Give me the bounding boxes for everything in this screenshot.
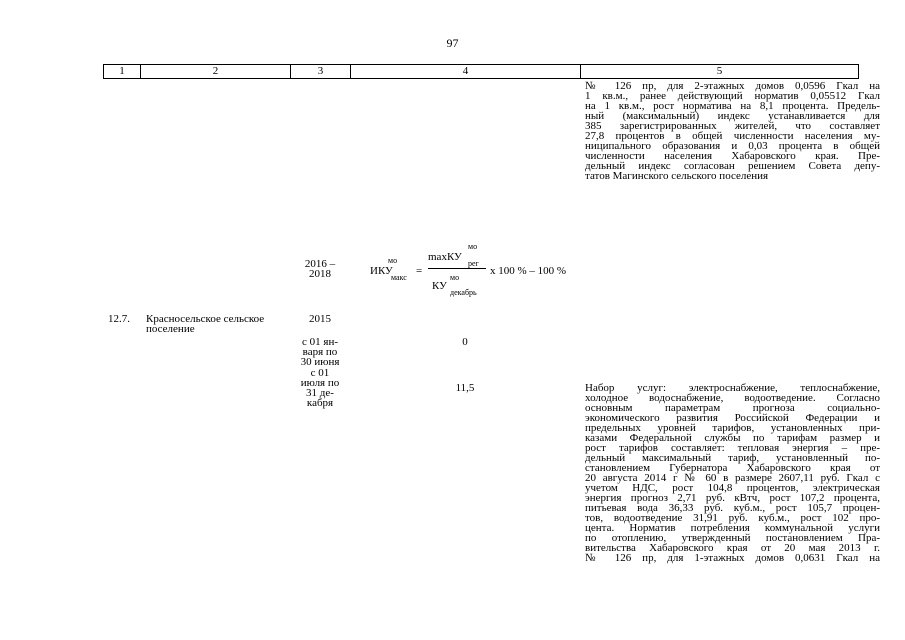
text-line: вительства Хабаровского края от 20 мая 2013 г. [585, 542, 880, 554]
lhs-subscript: макс [391, 273, 407, 282]
row-description [585, 383, 880, 563]
text-line: 27,8 процентов в общей численности населения му- [585, 130, 880, 142]
period-second-half [290, 368, 350, 408]
tariff-formula [360, 240, 580, 320]
prev-row-description [585, 81, 880, 181]
lhs-superscript: мо [388, 256, 398, 265]
text-line: питьевая вода 36,33 руб. куб.м., рост 105,7 процен- [585, 502, 880, 514]
text-line: № 126 пр, для 1-этажных домов 0,0631 Гкал на [585, 552, 880, 564]
period-line: варя по [302, 346, 338, 358]
denominator-subscript: декабрь [450, 288, 477, 297]
page-number: 97 [446, 36, 459, 50]
text-line: № 126 пр, для 2-этажных домов 0,0596 Гкал на [585, 80, 880, 92]
period-line: кабря [306, 397, 334, 409]
period-line: с 01 [310, 367, 330, 379]
period-first-half [290, 337, 350, 367]
index-value-first-half: 0 [462, 336, 468, 348]
text-line: татов Магинского сельского поселения [585, 170, 769, 182]
municipality-name [146, 314, 291, 334]
text-line: численности населения Хабаровского края. Пре- [585, 150, 880, 162]
period-line: 2018 [309, 268, 331, 280]
text-line: казами Федеральной службы по тарифам размер и [585, 432, 880, 444]
text-line: Набор услуг: электроснабжение, теплоснабжение, [585, 382, 880, 394]
text-line: дельный максимальный тариф, установленный по- [585, 452, 880, 464]
text-line: экономического развития Российской Федерации и [585, 412, 880, 424]
text-line: основным параметрам прогноза социально- [585, 402, 880, 414]
period-line: 31 де- [306, 387, 334, 399]
formula-period [290, 259, 350, 279]
text-line: 20 августа 2014 г № 60 в размере 2607,11 руб. Гкал с [585, 472, 880, 484]
text-line: дельный индекс согласован решением Совета депу- [585, 160, 880, 172]
denominator: КУ [432, 280, 447, 292]
text-line: холодное водоснабжение, водоотведение. Согласно [585, 392, 880, 404]
header-col-4: 4 [351, 65, 581, 78]
row-number: 12.7. [108, 313, 130, 325]
year: 2015 [309, 313, 331, 325]
text-line: учетом НДС, рост 104,8 процентов, электрическая [585, 482, 880, 494]
index-value-second-half: 11,5 [455, 382, 475, 394]
text-line: цента. Норматив потребления коммунальной услуги [585, 522, 880, 534]
fraction-bar [428, 268, 486, 269]
text-line: 385 зарегистрированных жителей, что составляет [585, 120, 880, 132]
header-col-3: 3 [291, 65, 351, 78]
text-line: энергия прогноз 2,71 руб. кВтч, рост 107,2 процента, [585, 492, 880, 504]
text-line: предельных уровней тарифов, установленных при- [585, 422, 880, 434]
formula-tail: х 100 % – 100 % [490, 265, 567, 277]
denominator-superscript: мо [450, 273, 460, 282]
text-line: тов, водоотведение 31,91 руб. куб.м., рост 102 про- [585, 512, 880, 524]
text-line: рост тарифов составляет: тепловая энергия – пре- [585, 442, 880, 454]
table-header [103, 64, 859, 79]
header-col-5: 5 [716, 65, 723, 77]
equals-sign: = [416, 265, 423, 277]
numerator-superscript: мо [468, 242, 478, 251]
text-line: ниципального образования и 0,03 процента в общей [585, 140, 880, 152]
lhs-symbol: ИКУ [370, 265, 393, 277]
header-col-1: 1 [104, 65, 141, 78]
name-line: Красносельское сельское [146, 313, 265, 325]
name-line: поселение [146, 323, 195, 335]
period-line: 2016 – [304, 258, 336, 270]
header-col-2: 2 [141, 65, 291, 78]
text-line: по отоплению, утвержденный постановлением Пра- [585, 532, 880, 544]
numerator: maxКУ [428, 251, 462, 263]
numerator-subscript: рег [468, 259, 479, 268]
text-line: ный (максимальный) индекс устанавливается для [585, 110, 880, 122]
text-line: становлением Губернатора Хабаровского края от [585, 462, 880, 474]
period-line: 30 июня [300, 356, 340, 368]
text-line: на 1 кв.м., рост норматива на 8,1 процента. Предель- [585, 100, 880, 112]
period-line: июля по [300, 377, 340, 389]
text-line: 1 кв.м., ранее действующий норматив 0,05512 Гкал [585, 90, 880, 102]
period-line: с 01 ян- [302, 336, 338, 348]
